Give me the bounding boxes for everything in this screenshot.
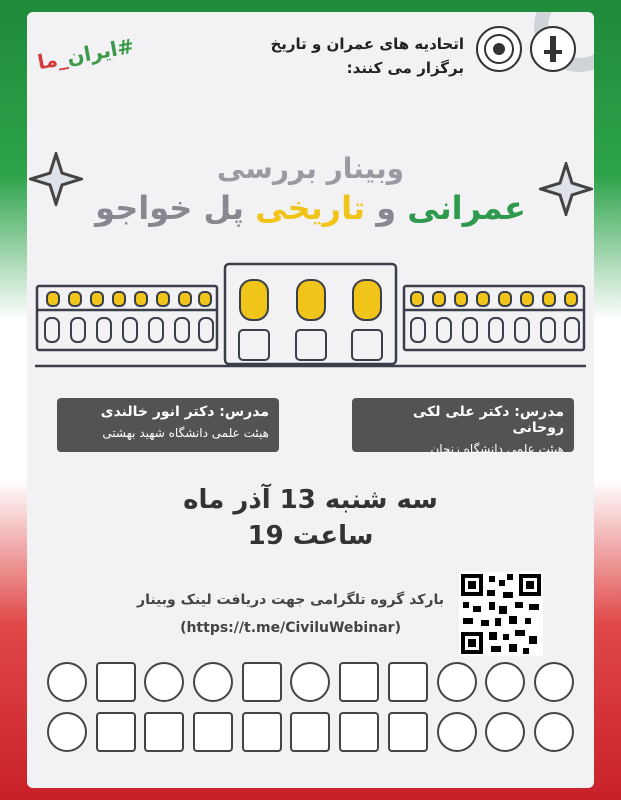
organizers-line2: برگزار می کنند:	[346, 59, 464, 77]
sponsor-logo-icon	[144, 712, 184, 752]
khaju-bridge-illustration	[35, 260, 586, 372]
webinar-title	[27, 152, 594, 227]
telegram-info	[137, 586, 444, 642]
sponsor-logo-icon	[193, 662, 233, 702]
sponsor-logo-icon	[144, 662, 184, 702]
civilu-logo-icon	[530, 26, 576, 72]
hashtag-iran	[36, 34, 136, 75]
hashtag-suffix: _ما	[35, 45, 70, 75]
sponsor-logo-icon	[388, 662, 428, 702]
sponsor-logo-icon	[388, 712, 428, 752]
lecturer-2-name: مدرس: دکتر انور خالندی	[100, 404, 269, 420]
title-and-word: و	[365, 189, 408, 227]
sponsor-logo-icon	[339, 712, 379, 752]
sponsor-logo-icon	[47, 662, 87, 702]
sponsor-logo-icon	[339, 662, 379, 702]
lecturer-card-2	[57, 398, 279, 452]
title-bridge-name: پل خواجو	[95, 189, 256, 227]
lecturer-2-affiliation: هیئت علمی دانشگاه شهید بهشتی	[102, 426, 269, 440]
lecturer-1-name: مدرس: دکتر علی لکی روحانی	[412, 404, 564, 436]
event-schedule	[27, 482, 594, 554]
event-date: سه شنبه 13 آذر ماه	[183, 485, 438, 515]
history-association-logo-icon	[476, 26, 522, 72]
sponsor-logo-icon	[485, 712, 525, 752]
sponsor-logo-icon	[437, 662, 477, 702]
sponsor-logo-icon	[242, 712, 282, 752]
sponsor-logo-icon	[193, 712, 233, 752]
organizers-text	[270, 32, 464, 80]
sponsor-logo-icon	[534, 662, 574, 702]
title-line1: وبینار بررسی	[216, 152, 405, 185]
lecturer-1-affiliation: هیئت علمی دانشگاه زنجان	[430, 442, 564, 456]
sponsor-logos	[47, 662, 574, 762]
event-time: ساعت 19	[247, 521, 374, 551]
sponsor-logo-icon	[290, 662, 330, 702]
telegram-qr-code[interactable]	[459, 572, 543, 656]
hashtag-prefix: #ایران	[65, 33, 136, 70]
sponsor-logo-icon	[242, 662, 282, 702]
sponsor-logo-icon	[437, 712, 477, 752]
poster-card	[27, 12, 594, 788]
lecturer-card-1	[352, 398, 574, 456]
sponsor-logo-icon	[485, 662, 525, 702]
telegram-instruction: بارکد گروه تلگرامی جهت دریافت لینک وبینار	[137, 592, 444, 608]
title-line2	[27, 189, 594, 227]
sponsor-logo-icon	[47, 712, 87, 752]
sponsor-logo-icon	[290, 712, 330, 752]
sponsor-row-2	[47, 712, 574, 752]
title-history-word: تاریخی	[255, 189, 366, 227]
sponsor-logo-icon	[534, 712, 574, 752]
organizers-line1: اتحادیه های عمران و تاریخ	[270, 35, 464, 53]
telegram-link[interactable]: (https://t.me/CiviluWebinar)	[180, 620, 401, 636]
sponsor-logo-icon	[96, 712, 136, 752]
title-civil-word: عمرانی	[407, 189, 526, 227]
sponsor-row-1	[47, 662, 574, 702]
sponsor-logo-icon	[96, 662, 136, 702]
header-logos	[476, 26, 576, 72]
